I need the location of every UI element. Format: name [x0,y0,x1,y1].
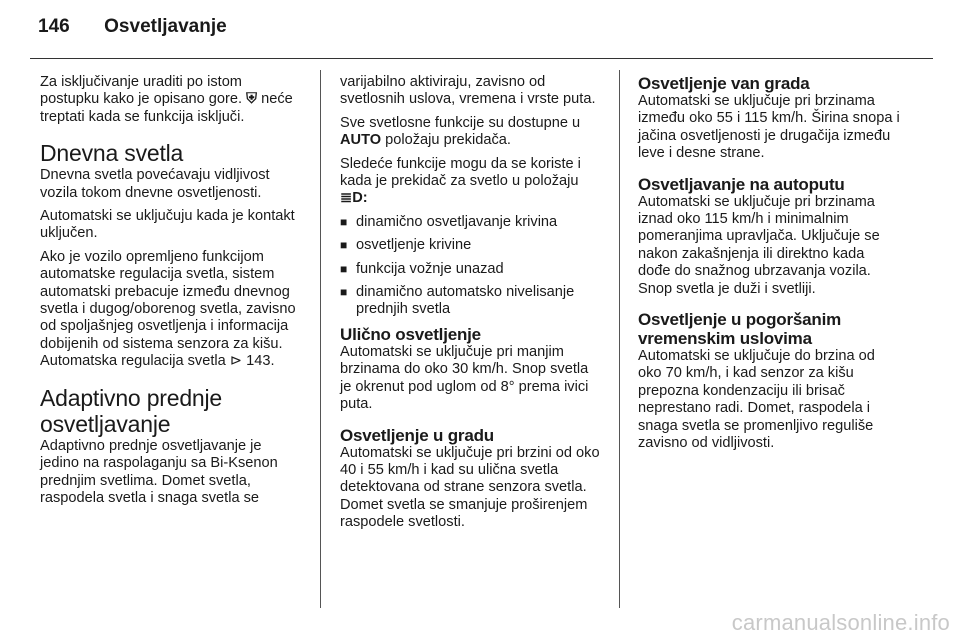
paragraph-bad-weather: Automatski se uključuje do brzina od oko 70 km/h, i kad senzor za kišu prepozna kondenzaciju ili brisač neprestano radi. Domet, raspodela i snaga svetla se promenljivo reguliše zavisno od vidljivosti. [638,348,875,452]
heading-street-lighting: Ulično osvetljenje [340,324,481,344]
paragraph-auto: Sve svetlosne funkcije su dostupne u AUTO položaju prekidača. [340,114,581,149]
column-1 [40,74,302,513]
paragraph-variable: varijabilno aktiviraju, zavisno od svetlosnih uslova, vremena i vrste puta. [340,74,596,108]
list-item: ■ funkcija vožnje unazad [340,260,504,277]
paragraph-street: Automatski se uključuje pri manjim brzinama do oko 30 km/h. Snop svetla je okrenut pod uglom od 8° prema ivici puta. [340,343,589,413]
bullet-icon: ■ [340,261,348,276]
bullet-icon: ■ [340,238,348,253]
page-reference-link[interactable]: ⊳ 143. [229,353,275,370]
column-3 [638,74,900,459]
paragraph-daytime-1: Dnevna svetla povećavaju vidljivost vozila tokom dnevne osvetljenosti. [40,167,270,201]
function-list [340,214,602,319]
paragraph-switch-off: Za isključivanje uraditi po istom postupku kako je opisano gore. ⛨ neće treptati kada se funkcija isključi. [40,74,293,125]
heading-daytime-lights: Dnevna svetla [40,140,184,167]
list-item: ■ dinamično osvetljavanje krivina [340,213,558,230]
header-divider [30,58,933,59]
light-indicator-icon: ⛨ [246,91,258,108]
bullet-icon: ■ [340,214,348,229]
paragraph-daytime-2: Automatski se uključuju kada je kontakt uključen. [40,208,295,242]
heading-town-lighting: Osvetljenje u gradu [340,425,494,445]
paragraph-country: Automatski se uključuje pri brzinama između oko 55 i 115 km/h. Širina snopa i jačina osvetljenosti je drugačija između leve i desne strane. [638,93,900,162]
paragraph-town: Automatski se uključuje pri brzini od oko 40 i 55 km/h i kad su ulična svetla detektovana od strane senzora svetla. Domet svetla se smanjuje proširenjem raspodele svetlosti. [340,444,600,531]
list-item: ■ dinamično automatsko nivelisanje prednjih svetla [340,284,575,318]
paragraph-adaptive: Adaptivno prednje osvetljavanje je jedino na raspolaganju sa Bi-Ksenon prednjim svetlima. Domet svetla, raspodela svetla i snaga svetla se [40,437,278,506]
column-divider-2 [619,70,620,608]
column-2 [340,74,602,538]
auto-label: AUTO [340,132,382,149]
heading-motorway-lighting: Osvetljavanje na autoputu [638,174,845,194]
list-item: ■ osvetljenje krivine [340,237,472,254]
bullet-icon: ■ [340,285,348,300]
column-divider-1 [320,70,321,608]
paragraph-switch-position: Sledeće funkcije mogu da se koriste i kada je prekidač za svetlo u položaju ≣D: [340,155,581,207]
heading-bad-weather-lighting: Osvetljenje u pogoršanim vremenskim uslovima [638,310,842,349]
page-number: 146 [38,16,70,37]
heading-country-lighting: Osvetljenje van grada [638,74,810,93]
paragraph-daytime-3: Ako je vozilo opremljeno funkcijom automatske regulacija svetla, sistem automatski prebacuje između dnevnog svetla i dugog/oborenog svetla, zavisno od spoljašnjeg osvetljenja i informacija dobijenih od sistema senzora za kišu. Automatska regulacija svetla ⊳ 143. [40,248,296,370]
page-title: Osvetljavanje [104,16,227,37]
headlight-icon: ≣D: [340,190,368,207]
watermark: carmanualsonline.info [731,610,950,635]
heading-adaptive-lighting: Adaptivno prednje osvetljavanje [40,384,223,437]
paragraph-motorway: Automatski se uključuje pri brzinama iznad oko 115 km/h i minimalnim pomeranjima upravljača. Uključuje se nakon zakašnjenja ili direktno kada dođe do snažnog ubrzavanja vozila. Snop svetla je duži i svetliji. [638,193,880,297]
page-header [38,16,227,46]
